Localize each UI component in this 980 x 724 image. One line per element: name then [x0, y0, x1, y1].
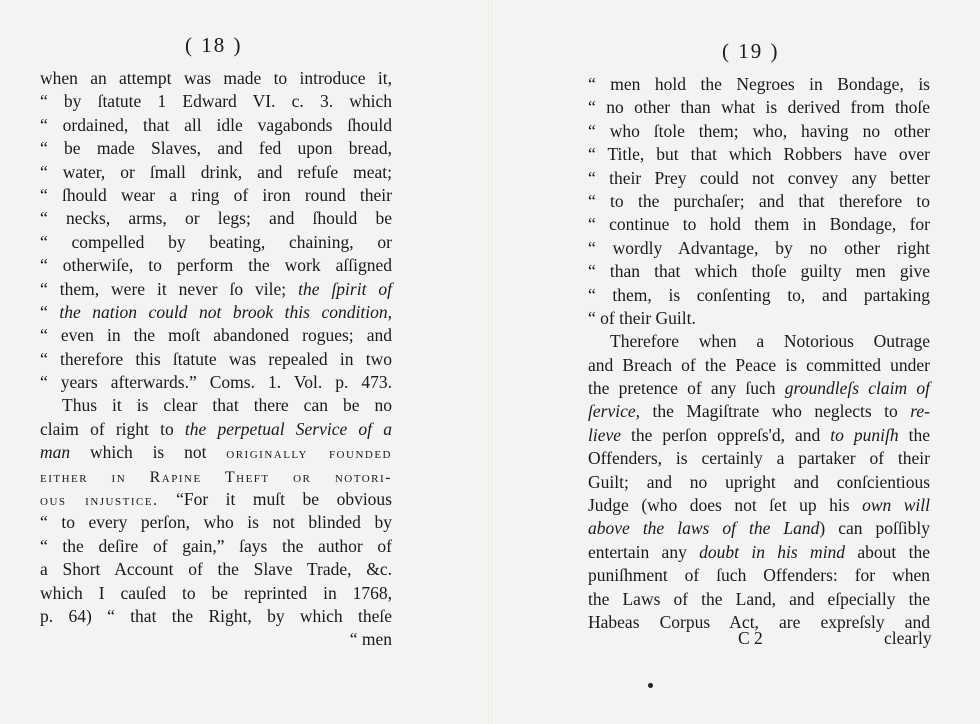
text-line: “ the deſire of gain,” ſays the author of [40, 535, 392, 556]
text-line: Guilt; and no upright and conſcientious [588, 471, 930, 492]
text-line: “ Title, but that which Robbers have over [588, 144, 930, 165]
text-line: “ than that which thoſe guilty men give [588, 261, 930, 282]
text-line: “ even in the moſt abandoned rogues; and [40, 325, 392, 346]
text-line: “ to the purchaſer; and that therefore to [588, 190, 930, 211]
text-line: entertain any doubt in his mind about the [588, 541, 930, 562]
catchword: “ men [349, 629, 392, 650]
text-line: ſervice, the Magiſtrate who neglects to re- [588, 401, 930, 422]
text-line: “ of their Guilt. [588, 307, 696, 328]
text-line: “ them, is conſenting to, and partaking [588, 284, 930, 305]
text-line: Thus it is clear that there can be no [62, 395, 392, 416]
signature-mark: C 2 [738, 628, 763, 648]
text-line: Therefore when a Notorious Outrage [610, 331, 930, 352]
text-line: man which is not originally founded [40, 442, 392, 463]
text-line: “ therefore this ſtatute was repealed in two [40, 348, 392, 369]
text-line: “ men hold the Negroes in Bondage, is [588, 74, 930, 94]
text-line: the Laws of the Land, and eſpecially the [588, 588, 930, 609]
text-line: “ ſhould wear a ring of iron round their [40, 184, 392, 205]
text-line: “ them, were it never ſo vile; the ſpirit of [40, 278, 393, 299]
text-line: ous injustice. “For it muſt be obvious [40, 489, 392, 510]
text-line: either in Rapine Theft or notori- [40, 468, 392, 486]
text-line: “ the nation could not brook this condition, [40, 301, 392, 322]
page-number: ( 19 ) [722, 39, 780, 63]
text-line: “ to every perſon, who is not blinded by [40, 512, 392, 533]
text-line: “ compelled by beating, chaining, or [40, 231, 392, 252]
right-page [490, 0, 980, 724]
text-line: “ no other than what is derived from thoſe [588, 97, 930, 118]
text-line: “ years afterwards.” Coms. 1. Vol. p. 473. [40, 372, 392, 393]
text-block [588, 73, 930, 634]
text-line: lieve the perſon oppreſs'd, and to puniſh the [588, 424, 930, 445]
text-line: “ otherwiſe, to perform the work aſſigned [40, 255, 392, 276]
text-line: puniſhment of ſuch Offenders: for when [588, 565, 930, 586]
text-line: claim of right to the perpetual Service of a [40, 418, 392, 439]
text-line: Offenders, is certainly a partaker of their [588, 448, 930, 469]
text-line: Judge (who does not ſet up his own will [588, 495, 930, 516]
text-line: “ their Prey could not convey any better [588, 167, 930, 188]
text-line: “ ordained, that all idle vagabonds ſhould [40, 114, 392, 135]
text-block [40, 67, 392, 652]
text-line: and Breach of the Peace is committed under [588, 354, 930, 375]
text-line: Habeas Corpus Act, are expreſsly and [588, 611, 930, 632]
text-line: “ by ſtatute 1 Edward VI. c. 3. which [40, 91, 392, 112]
page-number: ( 18 ) [185, 33, 243, 57]
text-line: p. 64) “ that the Right, by which theſe [40, 605, 392, 626]
text-line: “ continue to hold them in Bondage, for [588, 214, 930, 235]
text-line: “ necks, arms, or legs; and ſhould be [40, 208, 392, 229]
text-line: “ water, or ſmall drink, and refuſe meat; [40, 161, 392, 182]
ink-speck [648, 683, 653, 688]
text-line: a Short Account of the Slave Trade, &c. [40, 559, 392, 580]
catchword: clearly [884, 628, 932, 648]
text-line: above the laws of the Land) can poſſibly [588, 518, 931, 539]
text-line: the pretence of any ſuch groundleſs claim of [588, 378, 930, 399]
text-line: “ be made Slaves, and fed upon bread, [40, 138, 392, 159]
text-line: “ wordly Advantage, by no other right [588, 237, 930, 258]
text-line: when an attempt was made to introduce it, [40, 68, 392, 88]
text-line: which I cauſed to be reprinted in 1768, [40, 582, 392, 603]
text-line: “ who ſtole them; who, having no other [588, 120, 930, 141]
